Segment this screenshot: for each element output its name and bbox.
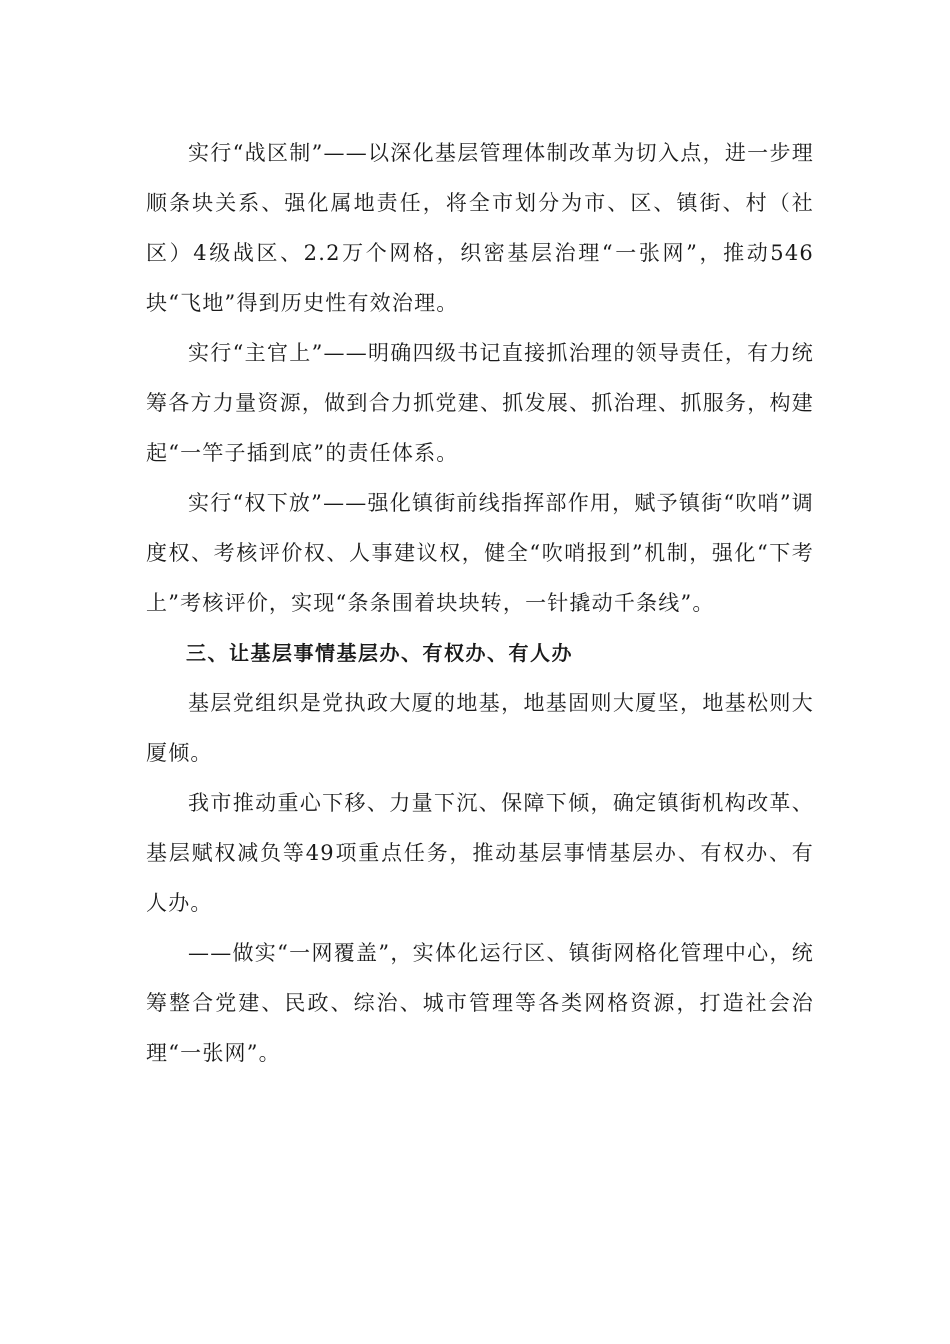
section-heading: 三、让基层事情基层办、有权办、有人办 <box>186 641 573 665</box>
paragraph-grid-coverage: ——做实“一网覆盖”，实体化运行区、镇街网格化管理中心，统筹整合党建、民政、综治、城市管理等各类网格资源，打造社会治理“一张网”。 <box>146 941 814 1065</box>
paragraph-war-zone-system: 实行“战区制”——以深化基层管理体制改革为切入点，进一步理顺条块关系、强化属地责任，将全市划分为市、区、镇街、村（社区）4级战区、2.2万个网格，织密基层治理“一张网”，推动546块“飞地”得到历史性有效治理。 <box>146 141 814 315</box>
paragraph-power-delegation: 实行“权下放”——强化镇街前线指挥部作用，赋予镇街“吹哨”调度权、考核评价权、人事建议权，健全“吹哨报到”机制，强化“下考上”考核评价，实现“条条围着块块转，一针撬动千条线”。 <box>146 491 814 615</box>
paragraph-chief-officials: 实行“主官上”——明确四级书记直接抓治理的领导责任，有力统筹各方力量资源，做到合力抓党建、抓发展、抓治理、抓服务，构建起“一竿子插到底”的责任体系。 <box>146 341 814 465</box>
document-body <box>146 128 814 1078</box>
paragraph-key-tasks: 我市推动重心下移、力量下沉、保障下倾，确定镇街机构改革、基层赋权减负等49项重点任务，推动基层事情基层办、有权办、有人办。 <box>146 791 814 915</box>
paragraph-foundation: 基层党组织是党执政大厦的地基，地基固则大厦坚，地基松则大厦倾。 <box>146 691 814 765</box>
